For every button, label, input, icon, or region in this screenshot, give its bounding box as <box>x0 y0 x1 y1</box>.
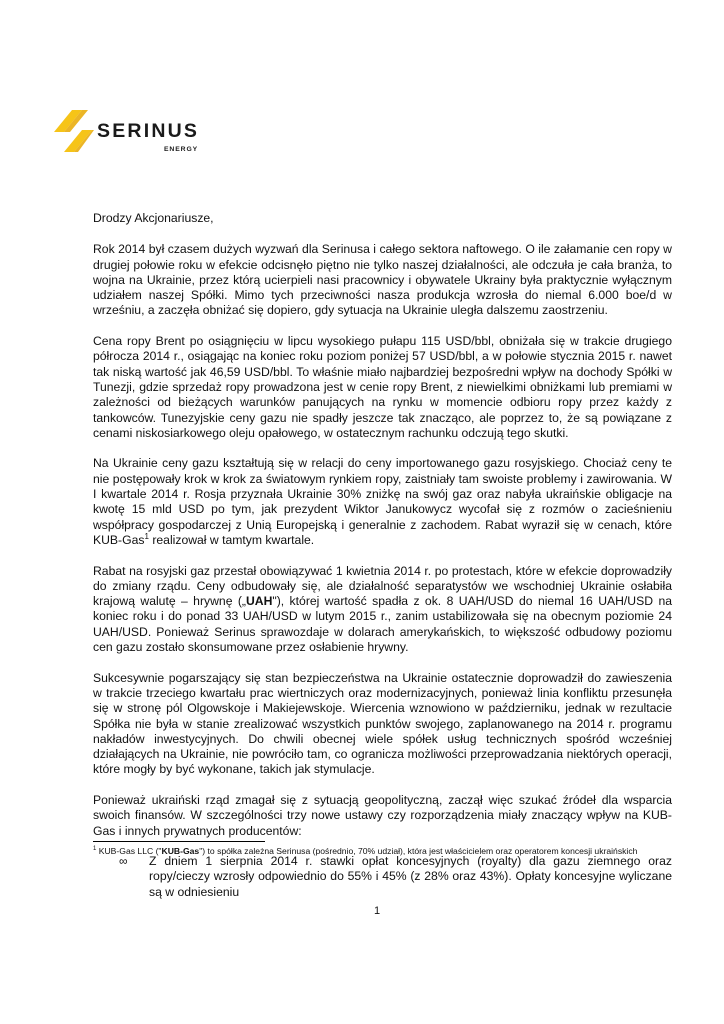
footnote-ref: 1 <box>144 531 149 541</box>
serinus-logo-icon <box>52 108 96 154</box>
logo-name: SERINUS <box>97 120 200 142</box>
paragraph-4-text-b: "), której wartość spadła z ok. 8 UAH/USD do niemal 16 UAH/USD na koniec roku i do ponad 33 UAH/USD w lutym 2015 r., zanim ustabilizowała się na obecnym poziomie 24 UAH/USD. Ponieważ Serinus sprawozdaje w dolarach amerykańskich, to większość odbudowy poziomu cen gazu zostało skonsumowane przez osłabienie hrywny. <box>93 594 672 655</box>
footnote <box>93 846 663 857</box>
paragraph-4 <box>93 564 672 656</box>
bullet-infinity-icon: ∞ <box>119 854 128 869</box>
paragraph-2: Cena ropy Brent po osiągnięciu w lipcu wysokiego pułapu 115 USD/bbl, obniżała się w trakcie drugiego półrocza 2014 r., osiągając na koniec roku poziom poniżej 57 USD/bbl, a w połowie stycznia 2015 r. nawet tak niską wartość jak 46,59 USD/bbl. To właśnie miało najbardziej bezpośredni wpływ na dochody Spółki w Tunezji, gdzie sprzedaż ropy prowadzona jest w cenie ropy Brent, z niewielkimi obniżkami lub premiami w zależności od bieżących warunków panujących na rynku w momencie odbioru ropy przez każdy z tankowców. Tunezyjskie ceny gazu nie spadły jeszcze tak znacząco, ale poprzez to, że są powiązane z cenami niskosiarkowego oleju opałowego, w ostatecznym rachunku odczują tego skutki. <box>93 334 672 440</box>
paragraph-3 <box>93 456 672 548</box>
letter-body <box>93 211 672 900</box>
paragraph-4-text-a: Rabat na rosyjski gaz przestał obowiązywać 1 kwietnia 2014 r. po protestach, które w efekcie doprowadziły do zmiany rządu. Ceny odbudowały się, ale działalność separatystów we wschodniej Ukrainie osłabiła krajową walutę – hrywnę („ <box>93 563 672 609</box>
serinus-logo <box>52 108 212 158</box>
paragraph-3-text: Na Ukrainie ceny gazu kształtują się w relacji do ceny importowanego gazu rosyjskiego. Chociaż ceny te nie postępowały krok w krok za światowym rynkiem ropy, zaistniały tam swoiste problemy i zawirowania. W I kwartale 2014 r. Rosja przyznała Ukrainie 30% zniżkę na swój gaz oraz nabyła ukraińskie obligacje na kwotę 15 mld USD po tym, jak prezydent Wiktor Janukowycz wycofał się z rozmów o zacieśnieniu współpracy gospodarczej z Unią Europejską i generalnie z zachodem. Rabat wyraził się w cenach, które KUB-Gas <box>93 456 672 547</box>
footnote-divider <box>93 841 265 842</box>
logo-subtitle: ENERGY <box>164 146 199 153</box>
footnote-bold: KUB-Gas <box>161 846 200 856</box>
bullet-item <box>93 854 672 900</box>
footnote-text-a: KUB-Gas LLC (" <box>96 846 162 856</box>
greeting: Drodzy Akcjonariusze, <box>93 211 214 225</box>
paragraph-1: Rok 2014 był czasem dużych wyzwań dla Serinusa i całego sektora naftowego. O ile załamanie cen ropy w drugiej połowie roku w efekcie odcisnęło piętno nie tylko naszej działalności, ale odczuła je cała branża, to wojna na Ukrainie, przez którą ucierpieli nasi pracownicy i obywatele Ukrainy była praktycznie wyłącznym udziałem naszej Spółki. Mimo tych przeciwności nasza produkcja wzrosła do niemal 6.000 boe/d w wrześniu, a zaczęła obniżać się dopiero, gdy sytuacja na Ukrainie uległa dalszemu zaostrzeniu. <box>93 242 672 318</box>
paragraph-4-bold: UAH <box>245 594 273 609</box>
page-number: 1 <box>374 905 381 917</box>
paragraph-3-end: realizował w tamtym kwartale. <box>148 532 315 547</box>
paragraph-5: Sukcesywnie pogarszający się stan bezpieczeństwa na Ukrainie ostatecznie doprowadził do zawieszenia w trakcie trzeciego kwartału prac wiertniczych oraz modernizacyjnych, ponieważ linia konfliktu przesunęła się w stronę pól Olgowskoje i Makiejewskoje. Wiercenia wznowiono w październiku, jednak w rezultacie Spółka nie była w stanie zrealizować wszystkich punktów swojego, zaplanowanego na 2014 r. programu nakładów inwestycyjnych. Do chwili obecnej wiele spółek usług technicznych spośród wcześniej działających na Ukrainie, nie powróciło tam, co ogranicza możliwości przeprowadzania niektórych operacji, które mogły by być wykonane, takich jak stymulacje. <box>93 670 672 777</box>
footnote-text-b: ") to spółka zależna Serinusa (pośrednio, 70% udział), która jest właścicielem oraz operatorem koncesji ukraińskich <box>199 846 638 856</box>
footnote-number: 1 <box>93 846 97 852</box>
bullet-text: Z dniem 1 sierpnia 2014 r. stawki opłat koncesyjnych (royalty) dla gazu ziemnego oraz ropy/cieczy wzrosły odpowiednio do 55% i 45% (z 28% oraz 43%). Opłaty koncesyjne wyliczane są w odniesieniu <box>149 854 672 899</box>
paragraph-6: Ponieważ ukraiński rząd zmagał się z sytuacją geopolityczną, zaczął więc szukać źródeł dla wsparcia swoich finansów. W szczególności trzy nowe ustawy czy rozporządzenia miały znaczący wpływ na KUB-Gas i innych prywatnych producentów: <box>93 792 672 838</box>
